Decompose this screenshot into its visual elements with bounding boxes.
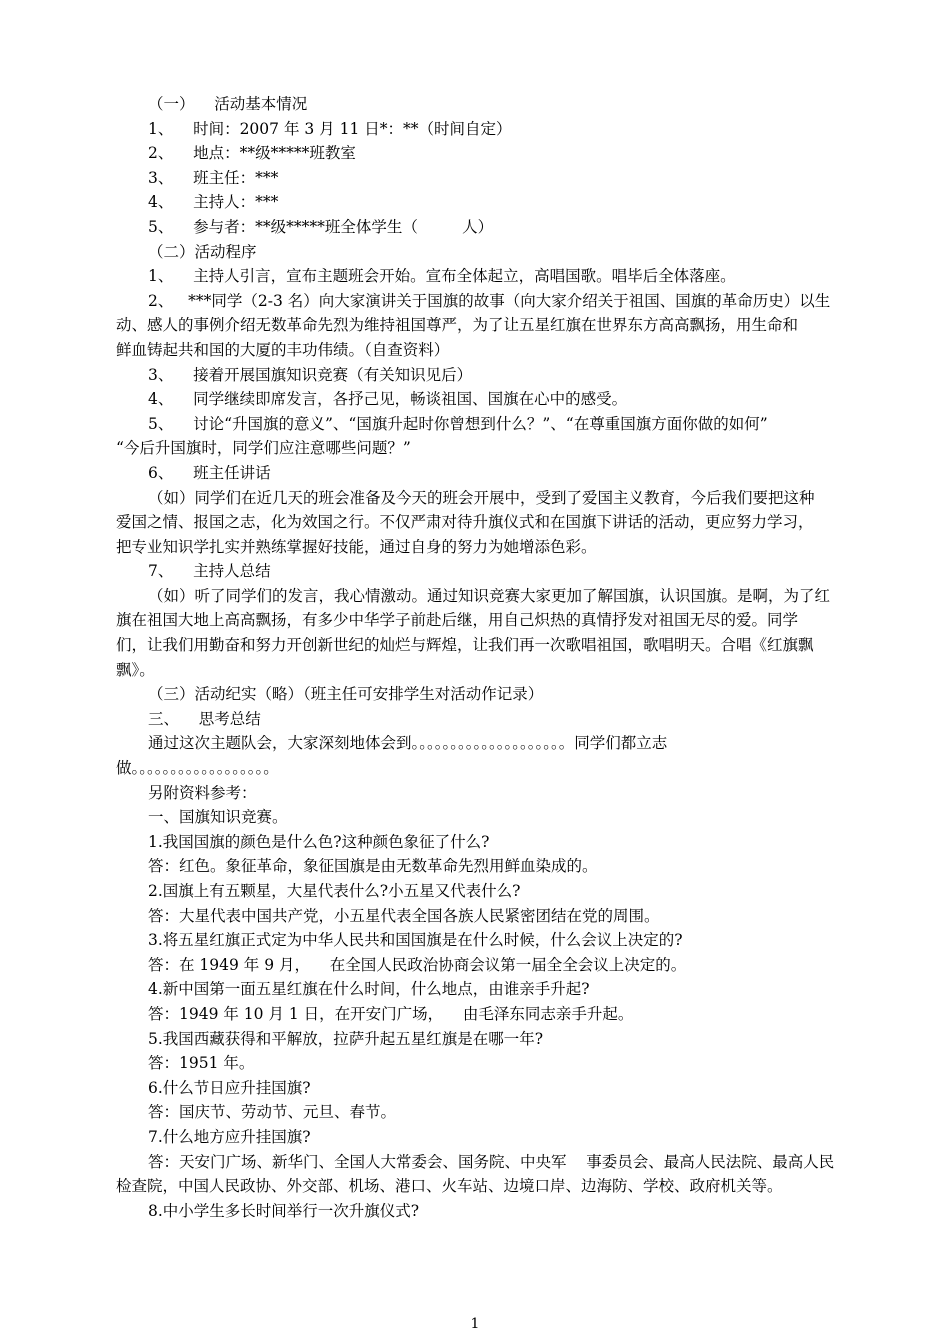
teacher-speech: （如）同学们在近几天的班会准备及今天的班会开展中，受到了爱国主义教育，今后我们要把这种 — [148, 488, 815, 507]
info-item-location: 2、 地点：**级*****班教室 — [148, 144, 356, 163]
section-heading-record: （三）活动纪实（略）（班主任可安排学生对活动作记录） — [148, 685, 544, 704]
quiz-answer-6: 答：国庆节、劳动节、元旦、春节。 — [148, 1103, 397, 1122]
reflection-text: 通过这次主题队会，大家深刻地体会到。。。。。。。。。。。。。。。。。。。。同学们都立志 — [148, 734, 668, 753]
appendix-heading: 另附资料参考： — [148, 783, 257, 802]
procedure-step-4: 4、 同学继续即席发言，各抒己见，畅谈祖国、国旗在心中的感受。 — [148, 390, 628, 409]
section-heading-reflection: 三、 思考总结 — [148, 709, 261, 728]
host-summary-cont: 旗在祖国大地上高高飘扬，有多少中华学子前赴后继，用自己炽热的真情抒发对祖国无尽的爱。同学 — [116, 611, 799, 630]
info-item-time: 1、 时间：2007 年 3 月 11 日*：**（时间自定） — [148, 119, 512, 138]
page-number: 1 — [470, 1316, 480, 1332]
info-item-teacher: 3、 班主任：*** — [148, 168, 279, 187]
host-summary-cont: 飘》。 — [116, 660, 155, 679]
procedure-step-2-cont: 动、感人的事例介绍无数革命先烈为维持祖国尊严，为了让五星红旗在世界东方高高飘扬，用生命和 — [116, 316, 799, 335]
quiz-answer-5: 答：1951 年。 — [148, 1054, 255, 1073]
section-heading-basic-info: （一） 活动基本情况 — [148, 95, 308, 113]
quiz-heading: 一、国旗知识竞赛。 — [148, 808, 288, 827]
quiz-answer-4: 答：1949 年 10 月 1 日，在开安门广场， 由毛泽东同志亲手升起。 — [148, 1004, 634, 1023]
reflection-text-cont: 做。。。。。。。。。。。。。。。。。。 — [116, 759, 279, 778]
quiz-answer-2: 答：大星代表中国共产党，小五星代表全国各族人民紧密团结在党的周围。 — [148, 906, 660, 925]
quiz-question-8: 8.中小学生多长时间举行一次升旗仪式? — [148, 1201, 420, 1220]
quiz-question-2: 2.国旗上有五颗星，大星代表什么?小五星又代表什么? — [148, 882, 521, 900]
procedure-step-5: 5、 讨论“升国旗的意义”、“国旗升起时你曾想到什么？”、“在尊重国旗方面你做的如何” — [148, 414, 768, 433]
quiz-answer-1: 答：红色。象征革命，象征国旗是由无数革命先烈用鲜血染成的。 — [148, 857, 598, 876]
procedure-step-5-cont: “今后升国旗时，同学们应注意哪些问题？” — [116, 439, 411, 458]
procedure-step-6: 6、 班主任讲话 — [148, 463, 271, 482]
quiz-question-5: 5.我国西藏获得和平解放，拉萨升起五星红旗是在哪一年? — [148, 1029, 544, 1048]
document-body — [116, 92, 852, 1223]
quiz-answer-7-cont: 检查院，中国人民政协、外交部、机场、港口、火车站、边境口岸、边海防、学校、政府机关等。 — [116, 1177, 783, 1196]
procedure-step-2: 2、 ***同学（2-3 名）向大家演讲关于国旗的故事（向大家介绍关于祖国、国旗的革命历史）以生 — [148, 291, 831, 310]
info-item-participants: 5、 参与者：**级*****班全体学生（ 人） — [148, 217, 494, 236]
procedure-step-2-cont: 鲜血铸起共和国的大厦的丰功伟绩。（自查资料） — [116, 340, 450, 359]
teacher-speech-cont: 把专业知识学扎实并熟练掌握好技能，通过自身的努力为她增添色彩。 — [116, 537, 597, 556]
quiz-question-3: 3.将五星红旗正式定为中华人民共和国国旗是在什么时候，什么会议上决定的? — [148, 931, 683, 950]
quiz-question-4: 4.新中国第一面五星红旗在什么时间，什么地点，由谁亲手升起? — [148, 980, 590, 999]
procedure-step-1: 1、 主持人引言，宣布主题班会开始。宣布全体起立，高唱国歌。唱毕后全体落座。 — [148, 267, 736, 286]
procedure-step-3: 3、 接着开展国旗知识竞赛（有关知识见后） — [148, 365, 473, 384]
host-summary-cont: 们，让我们用勤奋和努力开创新世纪的灿烂与辉煌，让我们再一次歌唱祖国，歌唱明天。合唱《红旗飘 — [116, 636, 814, 655]
teacher-speech-cont: 爱国之情、报国之志，化为效国之行。不仅严肃对待升旗仪式和在国旗下讲话的活动，更应努力学习， — [116, 513, 814, 532]
quiz-answer-3: 答：在 1949 年 9 月， 在全国人民政治协商会议第一届全全会议上决定的。 — [148, 955, 687, 974]
quiz-question-6: 6.什么节日应升挂国旗? — [148, 1078, 311, 1097]
quiz-question-7: 7.什么地方应升挂国旗? — [148, 1127, 311, 1146]
procedure-step-7: 7、 主持人总结 — [148, 562, 271, 581]
quiz-question-1: 1.我国国旗的颜色是什么色?这种颜色象征了什么? — [148, 832, 490, 851]
section-heading-procedure: （二）活动程序 — [148, 242, 257, 261]
info-item-host: 4、 主持人：*** — [148, 193, 279, 212]
quiz-answer-7: 答：天安门广场、新华门、全国人大常委会、国务院、中央军 事委员会、最高人民法院、最高人民 — [148, 1152, 835, 1171]
host-summary: （如）听了同学们的发言，我心情激动。通过知识竞赛大家更加了解国旗，认识国旗。是啊，为了红 — [148, 586, 831, 605]
